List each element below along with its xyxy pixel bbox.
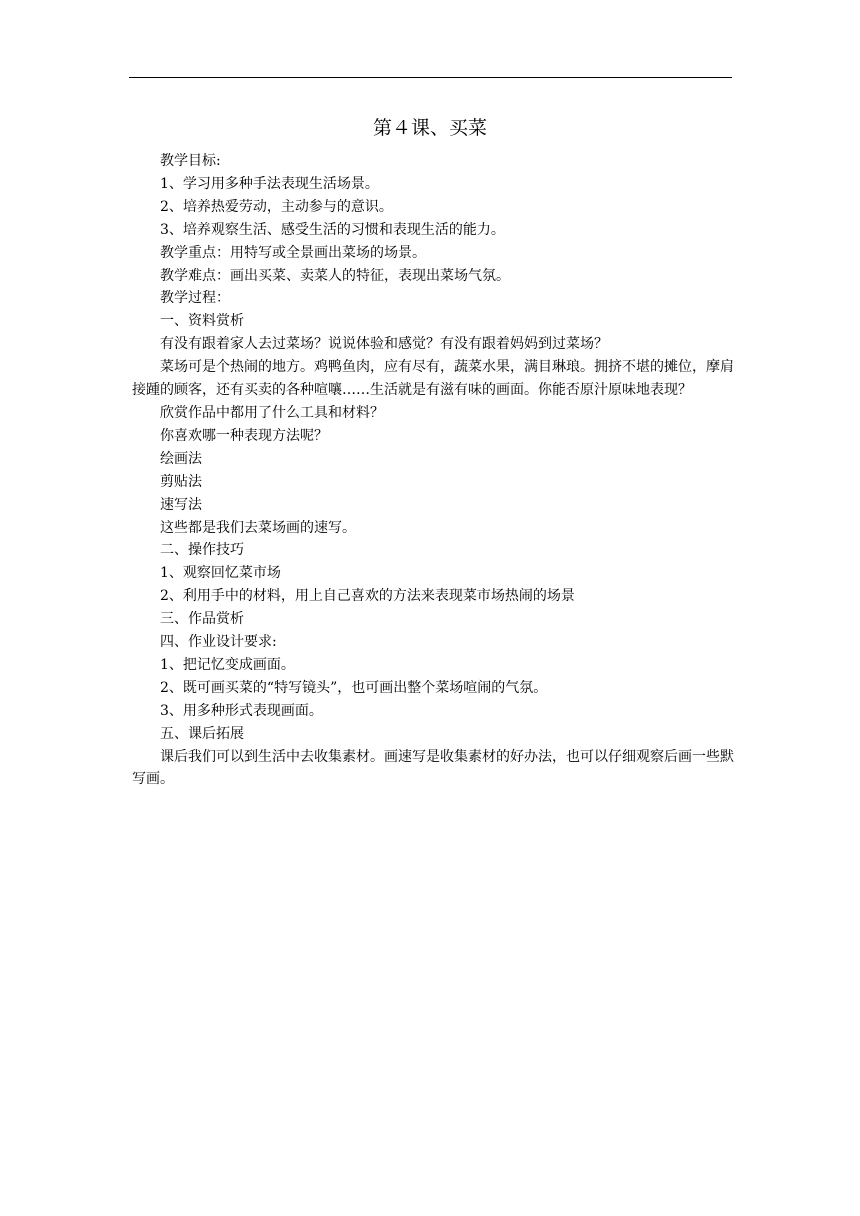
page-title: 第４课、买菜 bbox=[372, 117, 487, 139]
paragraph-method-drawing: 绘画法 bbox=[160, 450, 202, 467]
header-rule bbox=[129, 77, 732, 78]
paragraph-assignment-3: 3、用多种形式表现画面。 bbox=[160, 702, 323, 719]
section-heading-2: 二、操作技巧 bbox=[160, 542, 244, 559]
paragraph-method-sketch: 速写法 bbox=[160, 496, 202, 513]
paragraph-sketch-note: 这些都是我们去菜场画的速写。 bbox=[160, 519, 356, 536]
paragraph-method-question: 你喜欢哪一种表现方法呢？ bbox=[160, 427, 328, 444]
section-heading-3: 三、作品赏析 bbox=[160, 611, 244, 628]
paragraph-difficulty: 教学难点：画出买菜、卖菜人的特征，表现出菜场气氛。 bbox=[160, 267, 510, 284]
paragraph-technique-1: 1、观察回忆菜市场 bbox=[160, 565, 281, 582]
document-body bbox=[132, 150, 734, 791]
paragraph-method-collage: 剪贴法 bbox=[160, 473, 202, 490]
paragraph-process-heading: 教学过程： bbox=[160, 290, 230, 307]
paragraph-tools-question: 欣赏作品中都用了什么工具和材料？ bbox=[160, 404, 384, 421]
paragraph-objective-2: 2、培养热爱劳动，主动参与的意识。 bbox=[160, 198, 393, 215]
paragraph-assignment-2: 2、既可画买菜的“特写镜头”，也可画出整个菜场喧闹的气氛。 bbox=[160, 679, 548, 696]
paragraph-market-description: 菜场可是个热闹的地方。鸡鸭鱼肉，应有尽有，蔬菜水果，满目琳琅。拥挤不堪的摊位，摩肩接踵的顾客，还有买卖的各种喧嚷……生活就是有滋有味的画面。你能否原汁原味地表现？ bbox=[132, 359, 734, 399]
paragraph-assignment-1: 1、把记忆变成画面。 bbox=[160, 656, 295, 673]
paragraph-question-market: 有没有跟着家人去过菜场？说说体验和感觉？有没有跟着妈妈到过菜场？ bbox=[160, 336, 608, 353]
section-heading-1: 一、资料赏析 bbox=[160, 313, 244, 330]
section-heading-4: 四、作业设计要求: bbox=[160, 634, 277, 651]
paragraph-objectives-heading: 教学目标: bbox=[160, 153, 221, 169]
paragraph-extension: 课后我们可以到生活中去收集素材。画速写是收集素材的好办法，也可以仔细观察后画一些默写画。 bbox=[132, 748, 734, 788]
paragraph-technique-2: 2、利用手中的材料，用上自己喜欢的方法来表现菜市场热闹的场景 bbox=[160, 588, 575, 605]
section-heading-5: 五、课后拓展 bbox=[160, 725, 244, 742]
paragraph-objective-3: 3、培养观察生活、感受生活的习惯和表现生活的能力。 bbox=[160, 221, 505, 238]
paragraph-key-point: 教学重点：用特写或全景画出菜场的场景。 bbox=[160, 244, 426, 261]
paragraph-objective-1: 1、学习用多种手法表现生活场景。 bbox=[160, 175, 379, 192]
